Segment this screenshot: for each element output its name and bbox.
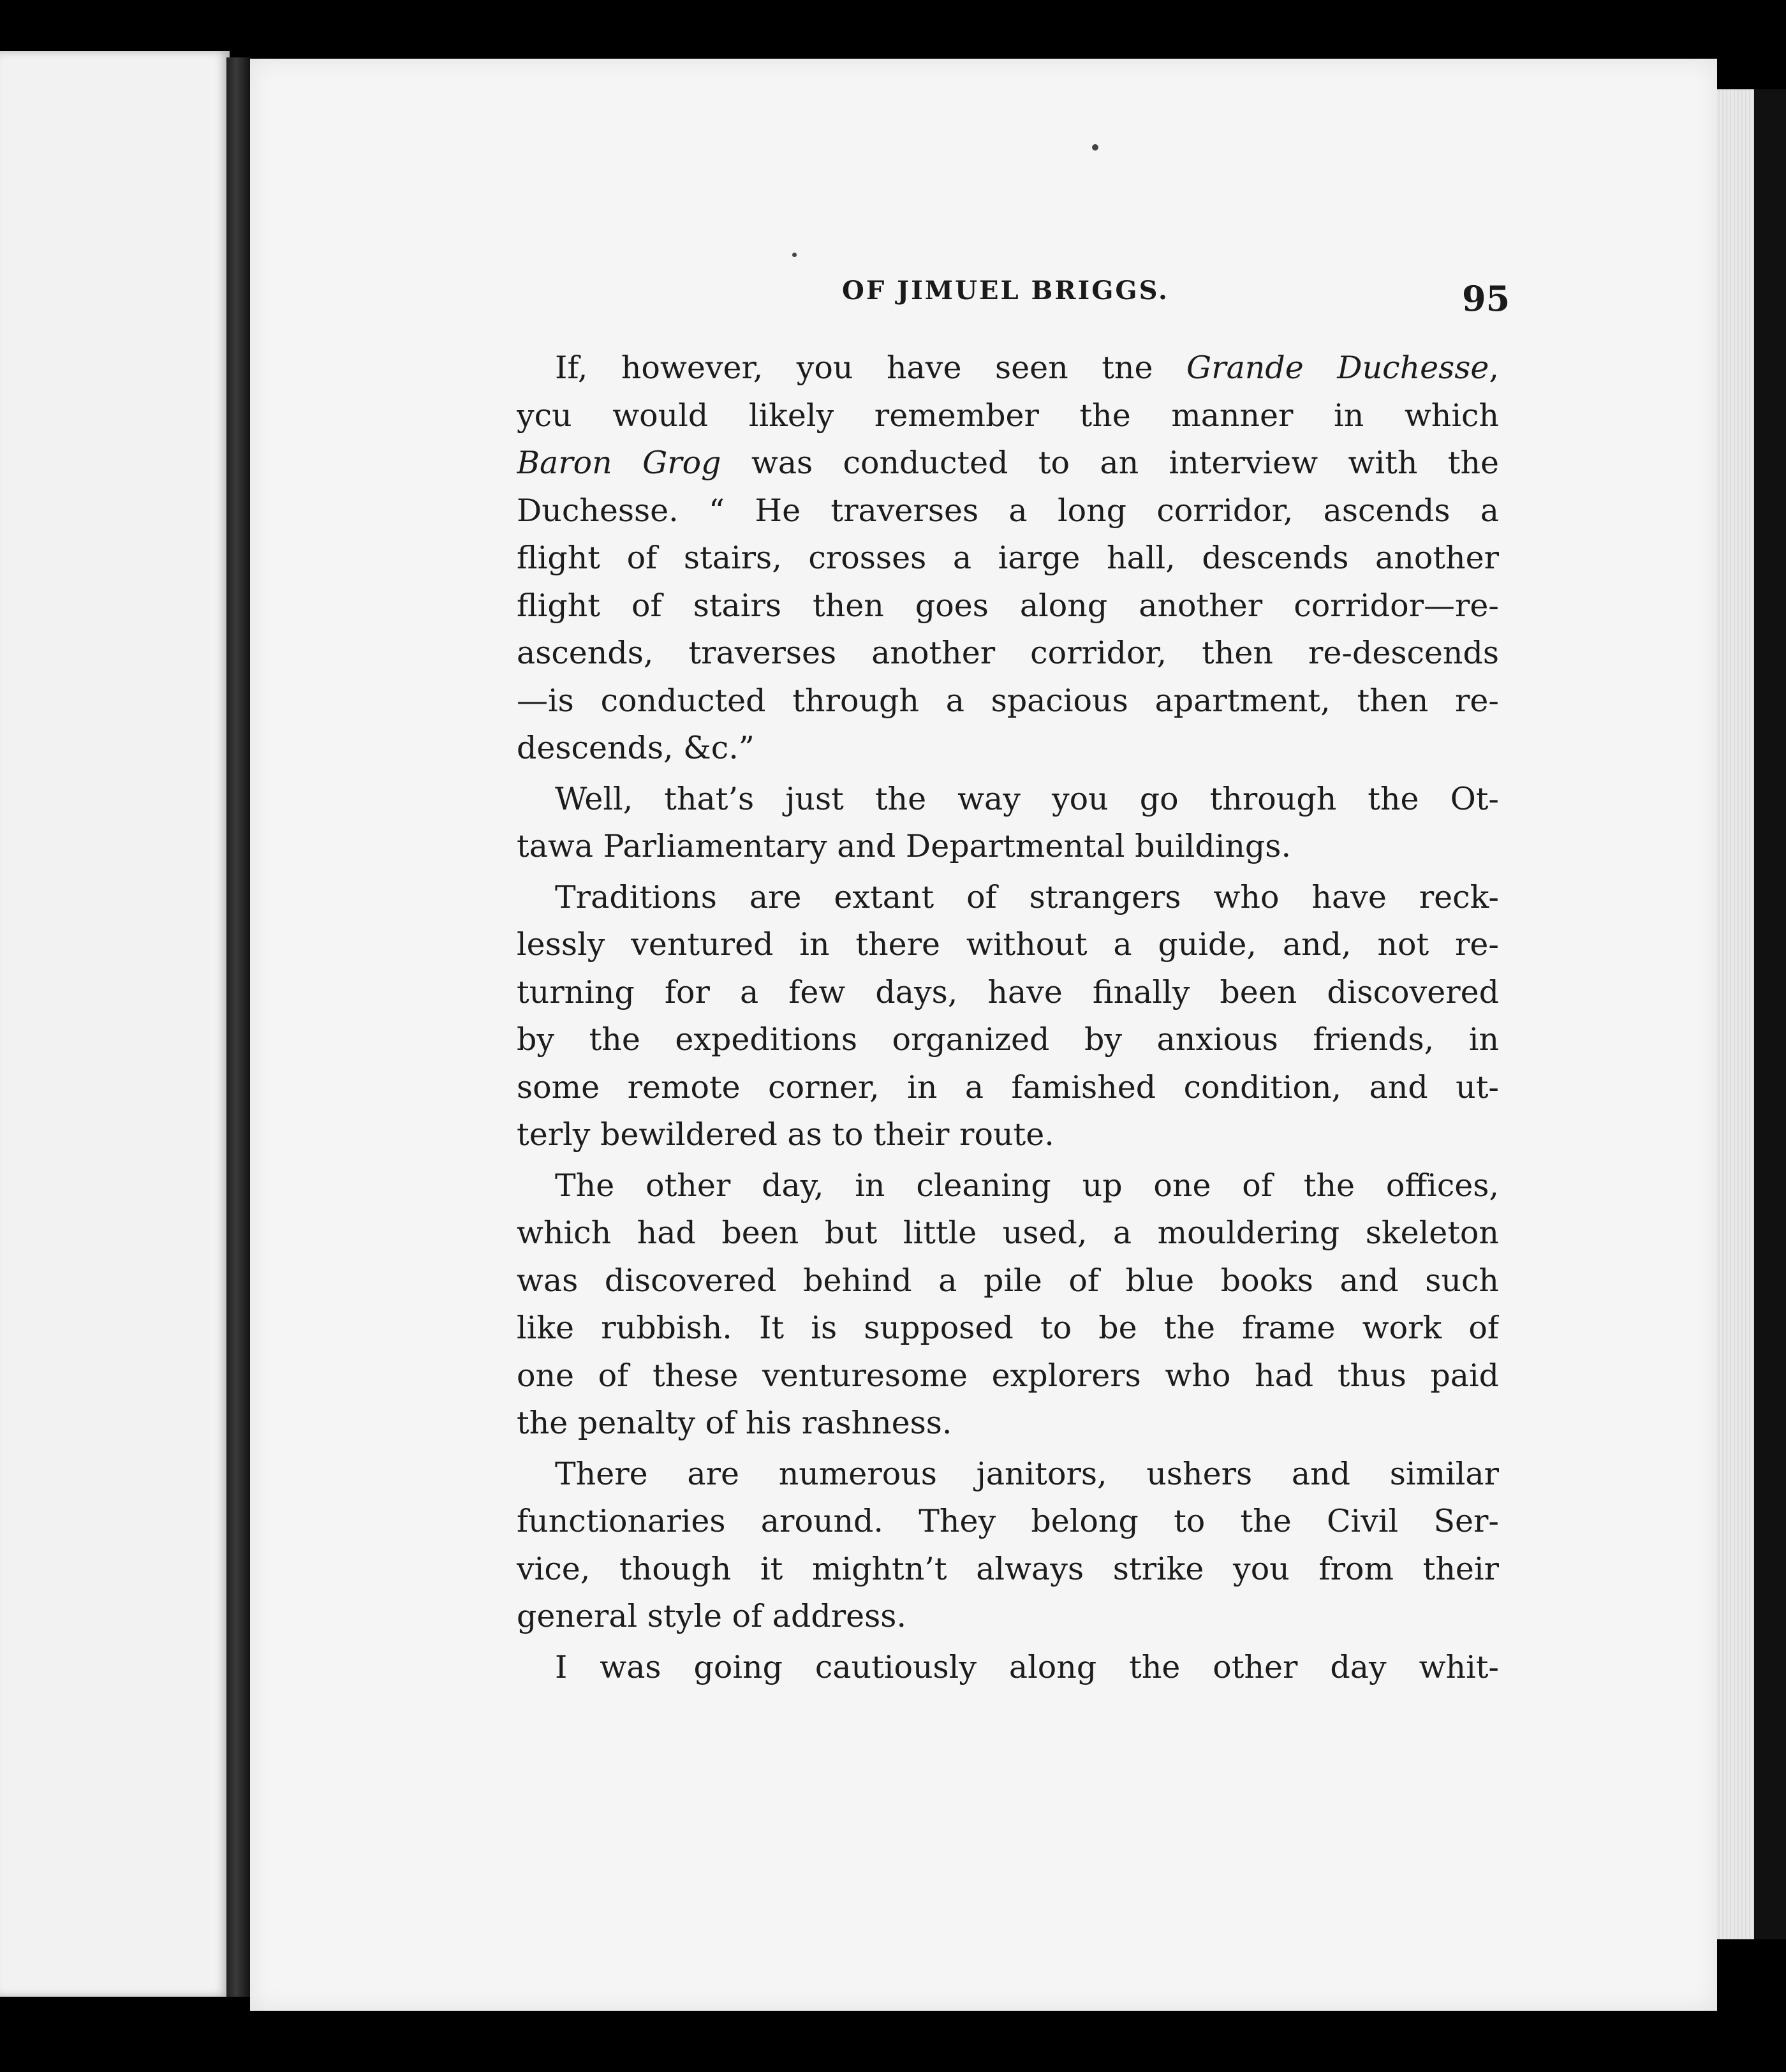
ink-speck — [1092, 144, 1098, 151]
text-line: flight of stairs, crosses a iarge hall, descends another — [517, 540, 1499, 576]
text-line: general style of address. — [517, 1598, 907, 1634]
left-facing-page — [0, 51, 230, 1997]
text-line: ycu would likely remember the manner in which — [517, 397, 1499, 434]
paragraph — [517, 1644, 1499, 1692]
text-line: Baron Grog was conducted to an interview with the — [517, 445, 1499, 481]
text-line: was discovered behind a pile of blue books and such — [517, 1262, 1499, 1299]
paragraph — [517, 776, 1499, 871]
text-line: like rubbish. It is supposed to be the frame work of — [517, 1310, 1499, 1346]
text-line: —is conducted through a spacious apartment, then re- — [517, 682, 1499, 719]
text-line: ascends, traverses another corridor, then re-descends — [517, 635, 1499, 671]
text-line: Traditions are extant of strangers who have reck- — [555, 878, 1499, 915]
text-line: which had been but little used, a mouldering skeleton — [517, 1215, 1499, 1251]
text-line: flight of stairs then goes along another corridor—re- — [517, 587, 1499, 624]
paragraph — [517, 1162, 1499, 1447]
text-line: turning for a few days, have finally been discovered — [517, 973, 1499, 1010]
paragraph — [517, 1451, 1499, 1641]
text-line: the penalty of his rashness. — [517, 1405, 952, 1441]
page-fore-edge — [1716, 89, 1754, 1939]
text-line: terly bewildered as to their route. — [517, 1116, 1054, 1153]
text-line: I was going cautiously along the other day whit- — [555, 1648, 1499, 1685]
text-line: functionaries around. They belong to the Civil Ser- — [517, 1503, 1499, 1539]
book-gutter — [226, 57, 251, 1997]
ink-speck — [792, 253, 797, 257]
text-line: tawa Parliamentary and Departmental buildings. — [517, 828, 1292, 864]
text-line: Duchesse. “ He traverses a long corridor, ascends a — [517, 492, 1499, 529]
text-line: lessly ventured in there without a guide, and, not re- — [517, 926, 1499, 963]
text-line: Well, that’s just the way you go through the Ot- — [555, 780, 1499, 817]
text-line: The other day, in cleaning up one of the offices, — [555, 1167, 1499, 1204]
text-line: some remote corner, in a famished condition, and ut- — [517, 1069, 1499, 1106]
paragraph — [517, 344, 1499, 773]
text-line: descends, &c.” — [517, 730, 755, 766]
text-line: vice, though it mightn’t always strike you from their — [517, 1550, 1499, 1587]
text-line: one of these venturesome explorers who had thus paid — [517, 1357, 1499, 1394]
running-head — [0, 276, 1786, 319]
paragraph — [517, 874, 1499, 1159]
text-line: by the expeditions organized by anxious friends, in — [517, 1021, 1499, 1058]
scan-border-right — [1754, 89, 1786, 1939]
body-text — [517, 344, 1499, 1694]
text-line: There are numerous janitors, ushers and similar — [555, 1455, 1499, 1492]
running-head-title: OF JIMUEL BRIGGS. — [842, 276, 1169, 306]
text-line: If, however, you have seen tne Grande Duchesse, — [555, 350, 1499, 386]
page-number: 95 — [1462, 278, 1510, 319]
